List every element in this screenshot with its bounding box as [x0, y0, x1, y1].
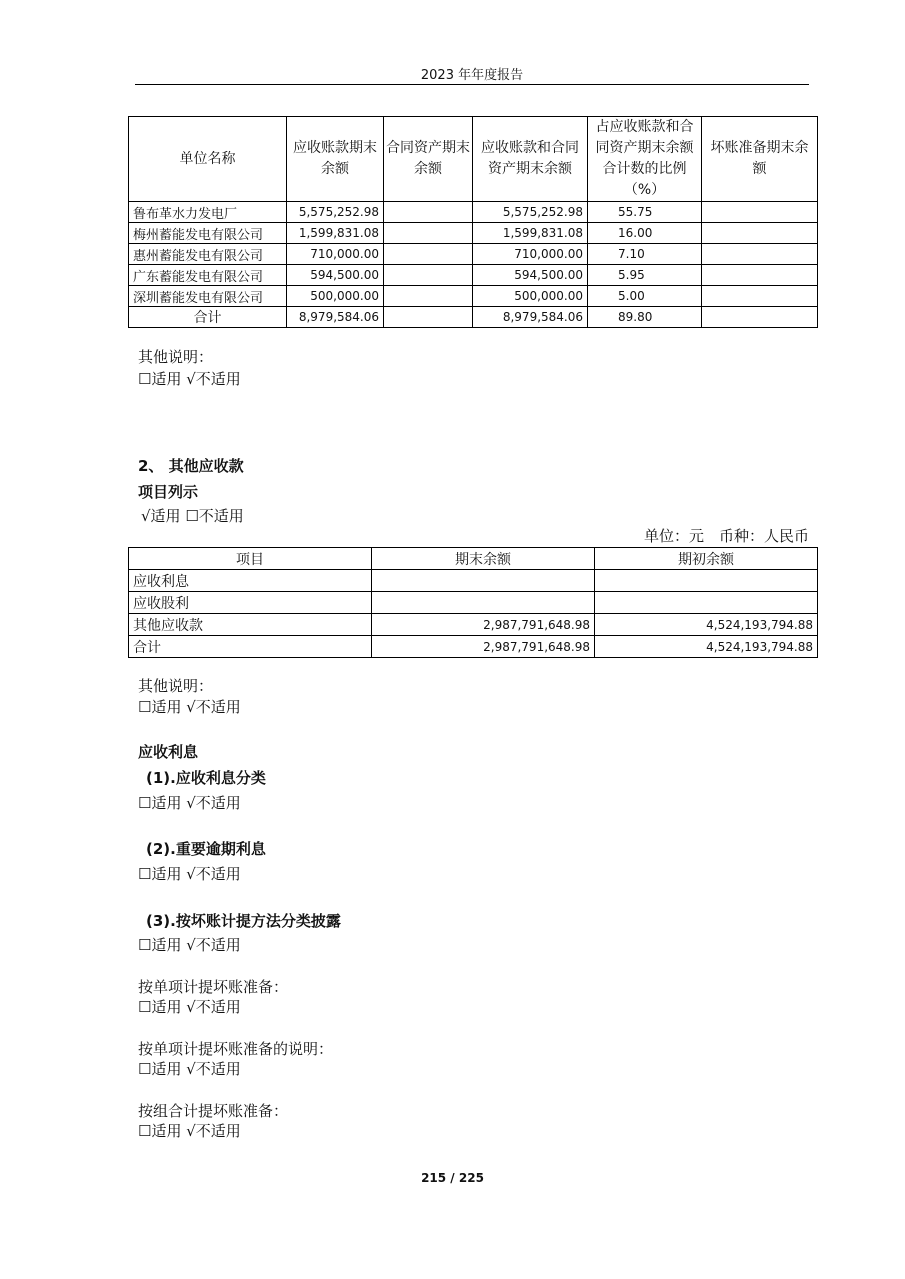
unit-currency-label: 单位：元 币种：人民币	[643, 527, 809, 545]
cell-ca	[384, 265, 473, 286]
cell-pct: 55.75	[588, 202, 702, 223]
table-row	[129, 223, 818, 244]
cell-bad	[702, 202, 818, 223]
cell-ar: 710,000.00	[287, 244, 384, 265]
col-header-item: 项目	[129, 548, 372, 570]
section-2-title: 2、 其他应收款	[138, 457, 244, 475]
cell-ca	[384, 223, 473, 244]
interest-s2-title: (2).重要逾期利息	[146, 840, 266, 858]
group-provision-label: 按组合计提坏账准备：	[138, 1102, 289, 1120]
col-header-ar-ca-end: 应收账款和合同资产期末余额	[473, 117, 588, 202]
receivables-top-table	[128, 116, 818, 328]
col-header-ratio: 占应收账款和合同资产期末余额合计数的比例（%）	[588, 117, 702, 202]
cell-bad	[702, 223, 818, 244]
cell-name: 惠州蓄能发电有限公司	[129, 244, 287, 265]
table-total-row	[129, 307, 818, 328]
col-header-ar-end: 应收账款期末余额	[287, 117, 384, 202]
table-row	[129, 286, 818, 307]
cell-total-sum: 8,979,584.06	[473, 307, 588, 328]
cell-item: 其他应收款	[129, 614, 372, 636]
cell-sum: 594,500.00	[473, 265, 588, 286]
cell-pct: 7.10	[588, 244, 702, 265]
table-row	[129, 614, 818, 636]
interest-s3-title: (3).按坏账计提方法分类披露	[146, 912, 341, 930]
cell-bad	[702, 265, 818, 286]
interest-s2-applicable: ☐适用 √不适用	[138, 865, 241, 883]
applicable-status-1: ☐适用 √不适用	[138, 370, 241, 388]
cell-ar: 594,500.00	[287, 265, 384, 286]
cell-end: 2,987,791,648.98	[372, 614, 595, 636]
table-row	[129, 202, 818, 223]
page-header-title: 2023 年年度报告	[420, 68, 524, 83]
single-provision-note-applicable: ☐适用 √不适用	[138, 1060, 241, 1078]
cell-total-ar: 8,979,584.06	[287, 307, 384, 328]
applicable-status-3: ☐适用 √不适用	[138, 698, 241, 716]
cell-begin	[595, 592, 818, 614]
cell-sum: 5,575,252.98	[473, 202, 588, 223]
cell-sum: 710,000.00	[473, 244, 588, 265]
cell-ca	[384, 202, 473, 223]
group-provision-applicable: ☐适用 √不适用	[138, 1122, 241, 1140]
other-receivables-table	[128, 547, 818, 658]
col-header-ca-end: 合同资产期末余额	[384, 117, 473, 202]
interest-s1-title: (1).应收利息分类	[146, 769, 266, 787]
cell-begin: 4,524,193,794.88	[595, 636, 818, 658]
cell-sum: 1,599,831.08	[473, 223, 588, 244]
cell-total-bad	[702, 307, 818, 328]
section-2-subtitle: 项目列示	[138, 483, 199, 501]
cell-item: 应收股利	[129, 592, 372, 614]
table-row	[129, 570, 818, 592]
col-header-begin-balance: 期初余额	[595, 548, 818, 570]
cell-bad	[702, 244, 818, 265]
cell-name: 梅州蓄能发电有限公司	[129, 223, 287, 244]
single-provision-applicable: ☐适用 √不适用	[138, 998, 241, 1016]
cell-sum: 500,000.00	[473, 286, 588, 307]
cell-ca	[384, 244, 473, 265]
cell-ca	[384, 286, 473, 307]
interest-title: 应收利息	[138, 743, 199, 761]
table-row	[129, 592, 818, 614]
cell-ar: 1,599,831.08	[287, 223, 384, 244]
applicable-status-2: √适用 ☐不适用	[141, 507, 244, 525]
interest-s1-applicable: ☐适用 √不适用	[138, 794, 241, 812]
single-provision-note-label: 按单项计提坏账准备的说明：	[138, 1040, 334, 1058]
col-header-end-balance: 期末余额	[372, 548, 595, 570]
table-total-row	[129, 636, 818, 658]
table-row	[129, 244, 818, 265]
other-note-label-2: 其他说明：	[138, 677, 214, 695]
cell-begin	[595, 570, 818, 592]
cell-total-ca	[384, 307, 473, 328]
cell-bad	[702, 286, 818, 307]
cell-end	[372, 570, 595, 592]
header-divider	[135, 84, 809, 85]
col-header-unit-name: 单位名称	[129, 117, 287, 202]
cell-ar: 5,575,252.98	[287, 202, 384, 223]
col-header-bad-debt: 坏账准备期末余额	[702, 117, 818, 202]
table-row	[129, 265, 818, 286]
page-number: 215 / 225	[421, 1171, 484, 1185]
cell-begin: 4,524,193,794.88	[595, 614, 818, 636]
cell-end	[372, 592, 595, 614]
cell-item: 应收利息	[129, 570, 372, 592]
cell-pct: 5.95	[588, 265, 702, 286]
cell-item: 合计	[129, 636, 372, 658]
cell-ar: 500,000.00	[287, 286, 384, 307]
cell-total-pct: 89.80	[588, 307, 702, 328]
cell-end: 2,987,791,648.98	[372, 636, 595, 658]
interest-s3-applicable: ☐适用 √不适用	[138, 936, 241, 954]
cell-pct: 16.00	[588, 223, 702, 244]
single-provision-label: 按单项计提坏账准备：	[138, 978, 289, 996]
cell-pct: 5.00	[588, 286, 702, 307]
cell-name: 深圳蓄能发电有限公司	[129, 286, 287, 307]
other-note-label-1: 其他说明：	[138, 348, 214, 366]
cell-total-label: 合计	[129, 307, 287, 328]
cell-name: 广东蓄能发电有限公司	[129, 265, 287, 286]
cell-name: 鲁布革水力发电厂	[129, 202, 287, 223]
